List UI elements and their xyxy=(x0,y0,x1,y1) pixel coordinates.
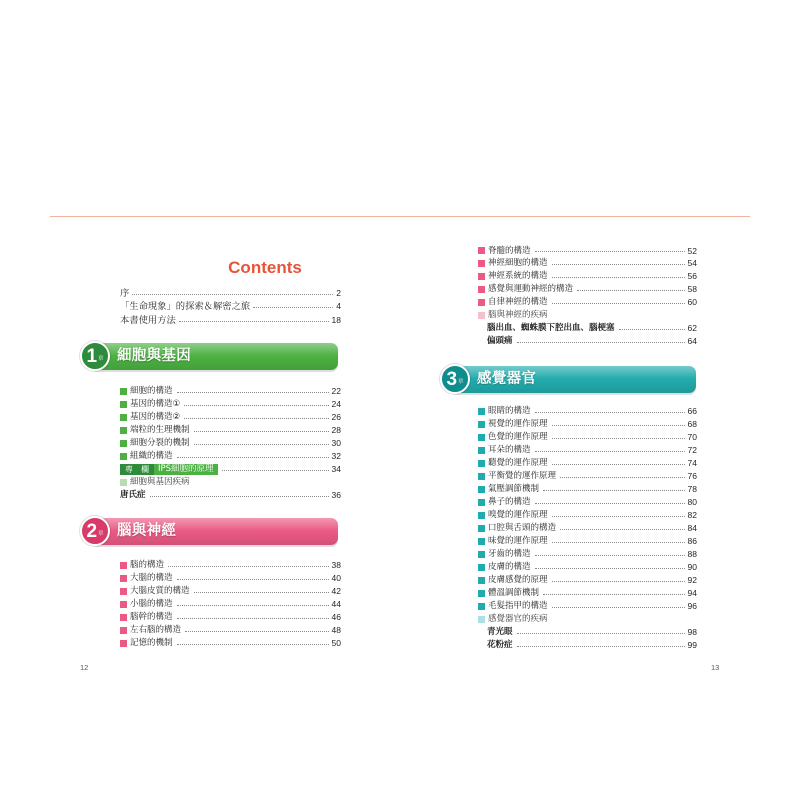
bullet-square xyxy=(120,614,127,621)
page-number: 30 xyxy=(331,437,341,448)
page-number: 28 xyxy=(331,424,341,435)
leader-dots xyxy=(552,542,685,543)
leader-dots xyxy=(552,303,685,304)
entry-title: 脊髓的構造 xyxy=(488,245,531,256)
bullet-square xyxy=(478,486,485,493)
chapter-number-badge xyxy=(80,516,110,546)
entry-title: 體溫調節機制 xyxy=(488,587,540,598)
disease-heading-label: 感覺器官的疾病 xyxy=(488,613,548,624)
entry-title: 腦幹的構造 xyxy=(130,611,173,622)
page-number: 38 xyxy=(331,559,341,570)
leader-dots xyxy=(517,646,685,647)
column-label: 專 欄 xyxy=(120,464,154,475)
entry-title: 視覺的運作原理 xyxy=(488,418,548,429)
top-rule xyxy=(50,216,750,217)
toc-entry xyxy=(478,509,697,522)
page-number: 86 xyxy=(687,535,697,546)
toc-entry xyxy=(120,398,341,411)
page-number: 88 xyxy=(687,548,697,559)
toc-entry xyxy=(478,257,697,270)
toc-entry xyxy=(120,424,341,437)
bullet-square xyxy=(478,499,485,506)
page-number: 52 xyxy=(687,245,697,256)
toc-entry xyxy=(120,300,341,314)
page-number: 18 xyxy=(331,314,341,325)
page-number: 68 xyxy=(687,418,697,429)
leader-dots xyxy=(168,566,329,567)
entry-title: 毛髮指甲的構造 xyxy=(488,600,548,611)
bullet-square xyxy=(478,577,485,584)
page-number: 42 xyxy=(331,585,341,596)
leader-dots xyxy=(535,451,685,452)
entry-title: 嗅覺的運作原理 xyxy=(488,509,548,520)
bullet-square xyxy=(120,627,127,634)
leader-dots xyxy=(535,555,685,556)
page-number: 40 xyxy=(331,572,341,583)
entry-title: 感覺與運動神經的構造 xyxy=(488,284,574,295)
chapter-unit: 章 xyxy=(98,531,104,537)
toc-disease-entry xyxy=(478,335,697,348)
toc-entry xyxy=(120,624,341,637)
leader-dots xyxy=(184,418,328,419)
toc-entry xyxy=(478,296,697,309)
leader-dots xyxy=(185,631,329,632)
toc-entry xyxy=(478,470,697,483)
entry-title: 花粉症 xyxy=(487,639,513,650)
toc-entry xyxy=(120,611,341,624)
toc-entry xyxy=(120,559,341,572)
page-folio-right: 13 xyxy=(711,663,720,672)
bullet-square xyxy=(478,247,485,254)
chapter-title: 腦與神經 xyxy=(117,523,177,539)
bullet-square xyxy=(478,312,485,319)
entry-title: 青光眼 xyxy=(487,626,513,637)
bullet-square xyxy=(478,273,485,280)
chapter-number: 3 xyxy=(446,368,458,390)
entry-title: 本書使用方法 xyxy=(120,314,176,326)
bullet-square xyxy=(120,453,127,460)
entry-title: 大腦的構造 xyxy=(130,572,173,583)
bullet-square xyxy=(120,401,127,408)
entry-title: 口腔與舌頭的構造 xyxy=(488,522,557,533)
toc-entry xyxy=(478,535,697,548)
page-number: 84 xyxy=(687,522,697,533)
leader-dots xyxy=(535,412,685,413)
page-number: 82 xyxy=(687,509,697,520)
entry-title: 記憶的機制 xyxy=(130,637,173,648)
entry-title: 偏頭痛 xyxy=(487,335,513,346)
entry-title: 氣壓調節機制 xyxy=(488,483,540,494)
entry-title: 組織的構造 xyxy=(130,450,173,461)
bullet-square xyxy=(120,588,127,595)
disease-heading-label: 腦與神經的疾病 xyxy=(488,309,548,320)
chapter-1-banner xyxy=(80,340,338,372)
leader-dots xyxy=(552,464,685,465)
entry-title: 平衡覺的運作原理 xyxy=(488,470,557,481)
page-number: 56 xyxy=(687,271,697,282)
entry-title: 基因的構造② xyxy=(130,411,181,422)
chapter-2-list xyxy=(120,559,341,650)
chapter-unit: 章 xyxy=(458,379,464,385)
bullet-square xyxy=(120,388,127,395)
bullet-square xyxy=(478,512,485,519)
page-number: 58 xyxy=(687,284,697,295)
toc-entry xyxy=(478,431,697,444)
page-number: 90 xyxy=(687,561,697,572)
leader-dots xyxy=(177,579,329,580)
leader-dots xyxy=(543,490,685,491)
disease-heading xyxy=(478,613,697,626)
toc-disease-entry xyxy=(120,489,341,502)
entry-title: 左右腦的構造 xyxy=(130,624,182,635)
leader-dots xyxy=(552,264,685,265)
bullet-square xyxy=(478,260,485,267)
leader-dots xyxy=(552,581,685,582)
leader-dots xyxy=(560,477,685,478)
toc-entry xyxy=(478,283,697,296)
page-number: 60 xyxy=(687,297,697,308)
toc-entry xyxy=(478,457,697,470)
entry-title: 唐氏症 xyxy=(120,489,146,500)
chapter-1-list xyxy=(120,385,341,502)
entry-title: 色覺的運作原理 xyxy=(488,431,548,442)
chapter-3-list xyxy=(478,405,697,652)
toc-entry xyxy=(478,574,697,587)
page-number: 64 xyxy=(687,335,697,346)
entry-title: 腦出血、蜘蛛膜下腔出血、腦梗塞 xyxy=(487,322,615,333)
leader-dots xyxy=(517,633,685,634)
entry-title: 大腦皮質的構造 xyxy=(130,585,190,596)
bullet-square xyxy=(120,427,127,434)
leader-dots xyxy=(177,605,329,606)
leader-dots xyxy=(177,392,329,393)
toc-disease-entry xyxy=(478,322,697,335)
leader-dots xyxy=(552,277,685,278)
page-folio-left: 12 xyxy=(80,663,89,672)
chapter-unit: 章 xyxy=(98,356,104,362)
page-number: 62 xyxy=(687,322,697,333)
entry-title: 味覺的運作原理 xyxy=(488,535,548,546)
bullet-square xyxy=(478,616,485,623)
bullet-square xyxy=(478,286,485,293)
disease-heading-label: 細胞與基因疾病 xyxy=(130,476,190,487)
toc-entry xyxy=(120,314,341,328)
page-number: 96 xyxy=(687,600,697,611)
chapter-number-badge xyxy=(80,341,110,371)
leader-dots xyxy=(177,457,329,458)
toc-entry xyxy=(120,637,341,650)
leader-dots xyxy=(543,594,685,595)
bullet-square xyxy=(120,575,127,582)
entry-title: 小腦的構造 xyxy=(130,598,173,609)
bullet-square xyxy=(478,421,485,428)
entry-title: 自律神經的構造 xyxy=(488,297,548,308)
entry-title: 聽覺的運作原理 xyxy=(488,457,548,468)
toc-entry xyxy=(478,561,697,574)
leader-dots xyxy=(194,444,329,445)
chapter-3-banner xyxy=(440,363,696,395)
leader-dots xyxy=(132,294,333,295)
entry-title: 眼睛的構造 xyxy=(488,405,531,416)
page-number: 2 xyxy=(336,287,341,298)
leader-dots xyxy=(535,251,685,252)
toc-entry xyxy=(478,496,697,509)
leader-dots xyxy=(179,321,329,322)
leader-dots xyxy=(253,307,333,308)
toc-entry xyxy=(120,598,341,611)
toc-entry xyxy=(120,437,341,450)
entry-title: 神經細胞的構造 xyxy=(488,258,548,269)
column-title: IPS細胞的原理 xyxy=(154,464,218,475)
page-number: 92 xyxy=(687,574,697,585)
toc-entry xyxy=(478,405,697,418)
leader-dots xyxy=(535,503,685,504)
entry-title: 腦的構造 xyxy=(130,559,165,570)
page-number: 32 xyxy=(331,450,341,461)
entry-title: 「生命現象」的探索＆解密之旅 xyxy=(120,301,251,312)
chapter-number-badge xyxy=(440,364,470,394)
contents-title: Contents xyxy=(228,258,302,277)
page-number: 34 xyxy=(331,463,341,474)
toc-entry xyxy=(478,444,697,457)
leader-dots xyxy=(184,405,328,406)
page-number: 54 xyxy=(687,258,697,269)
toc-entry xyxy=(478,270,697,283)
entry-title: 神經系統的構造 xyxy=(488,271,548,282)
page-number: 4 xyxy=(336,301,341,311)
page-number: 66 xyxy=(687,405,697,416)
toc-disease-entry xyxy=(478,626,697,639)
toc-entry xyxy=(120,385,341,398)
bullet-square xyxy=(120,414,127,421)
entry-title: 細胞分裂的機制 xyxy=(130,437,190,448)
bullet-square xyxy=(120,562,127,569)
chapter-2-banner xyxy=(80,515,338,547)
page-number: 36 xyxy=(331,489,341,500)
toc-entry xyxy=(478,600,697,613)
leader-dots xyxy=(535,568,685,569)
toc-entry xyxy=(120,411,341,424)
leader-dots xyxy=(177,644,329,645)
toc-entry xyxy=(478,483,697,496)
toc-entry xyxy=(120,450,341,463)
chapter-title: 感覺器官 xyxy=(477,371,537,387)
bullet-square xyxy=(478,603,485,610)
bullet-square xyxy=(478,299,485,306)
toc-entry xyxy=(120,572,341,585)
chapter-2-list-continued xyxy=(478,245,697,348)
chapter-number: 1 xyxy=(86,345,98,367)
leader-dots xyxy=(619,329,685,330)
toc-entry xyxy=(120,585,341,598)
toc-column-entry xyxy=(120,463,341,476)
leader-dots xyxy=(552,438,685,439)
entry-title: 細胞的構造 xyxy=(130,385,173,396)
page-number: 24 xyxy=(331,398,341,409)
bullet-square xyxy=(478,525,485,532)
page-number: 44 xyxy=(331,598,341,609)
bullet-square xyxy=(478,447,485,454)
leader-dots xyxy=(552,516,685,517)
bullet-square xyxy=(478,538,485,545)
page-number: 48 xyxy=(331,624,341,635)
disease-heading xyxy=(478,309,697,322)
leader-dots xyxy=(552,425,685,426)
leader-dots xyxy=(177,618,329,619)
bullet-square xyxy=(478,473,485,480)
disease-heading xyxy=(120,476,341,489)
bullet-square xyxy=(120,640,127,647)
entry-title: 端粒的生理機制 xyxy=(130,424,190,435)
page-number: 99 xyxy=(687,639,697,650)
toc-entry xyxy=(478,418,697,431)
leader-dots xyxy=(222,470,329,471)
page-number: 46 xyxy=(331,611,341,622)
bullet-square xyxy=(478,564,485,571)
toc-entry xyxy=(478,548,697,561)
intro-list xyxy=(120,287,341,328)
entry-title: 牙齒的構造 xyxy=(488,548,531,559)
chapter-number: 2 xyxy=(86,520,98,542)
page-number: 26 xyxy=(331,411,341,422)
page-number: 94 xyxy=(687,587,697,598)
bullet-square xyxy=(120,479,127,486)
leader-dots xyxy=(194,431,329,432)
bullet-square xyxy=(478,460,485,467)
chapter-title: 細胞與基因 xyxy=(117,348,191,364)
page-number: 72 xyxy=(687,444,697,455)
page-number: 76 xyxy=(687,470,697,481)
page-number: 78 xyxy=(687,483,697,494)
toc-entry xyxy=(478,245,697,258)
page-number: 70 xyxy=(687,431,697,442)
leader-dots xyxy=(552,607,685,608)
entry-title: 皮膚感覺的原理 xyxy=(488,574,548,585)
page-number: 98 xyxy=(687,626,697,637)
leader-dots xyxy=(560,529,685,530)
page-number: 80 xyxy=(687,496,697,507)
page-number: 22 xyxy=(331,385,341,396)
page-number: 50 xyxy=(331,637,341,648)
leader-dots xyxy=(577,290,685,291)
entry-title: 皮膚的構造 xyxy=(488,561,531,572)
bullet-square xyxy=(478,408,485,415)
entry-title: 序 xyxy=(120,287,130,299)
bullet-square xyxy=(120,601,127,608)
bullet-square xyxy=(478,590,485,597)
bullet-square xyxy=(478,434,485,441)
leader-dots xyxy=(517,342,685,343)
toc-entry xyxy=(478,522,697,535)
entry-title: 耳朵的構造 xyxy=(488,444,531,455)
leader-dots xyxy=(194,592,329,593)
toc-entry xyxy=(120,287,341,301)
entry-title: 鼻子的構造 xyxy=(488,496,531,507)
bullet-square xyxy=(478,551,485,558)
toc-disease-entry xyxy=(478,639,697,652)
toc-entry xyxy=(478,587,697,600)
bullet-square xyxy=(120,440,127,447)
page-number: 74 xyxy=(687,457,697,468)
leader-dots xyxy=(150,496,329,497)
entry-title: 基因的構造① xyxy=(130,398,181,409)
